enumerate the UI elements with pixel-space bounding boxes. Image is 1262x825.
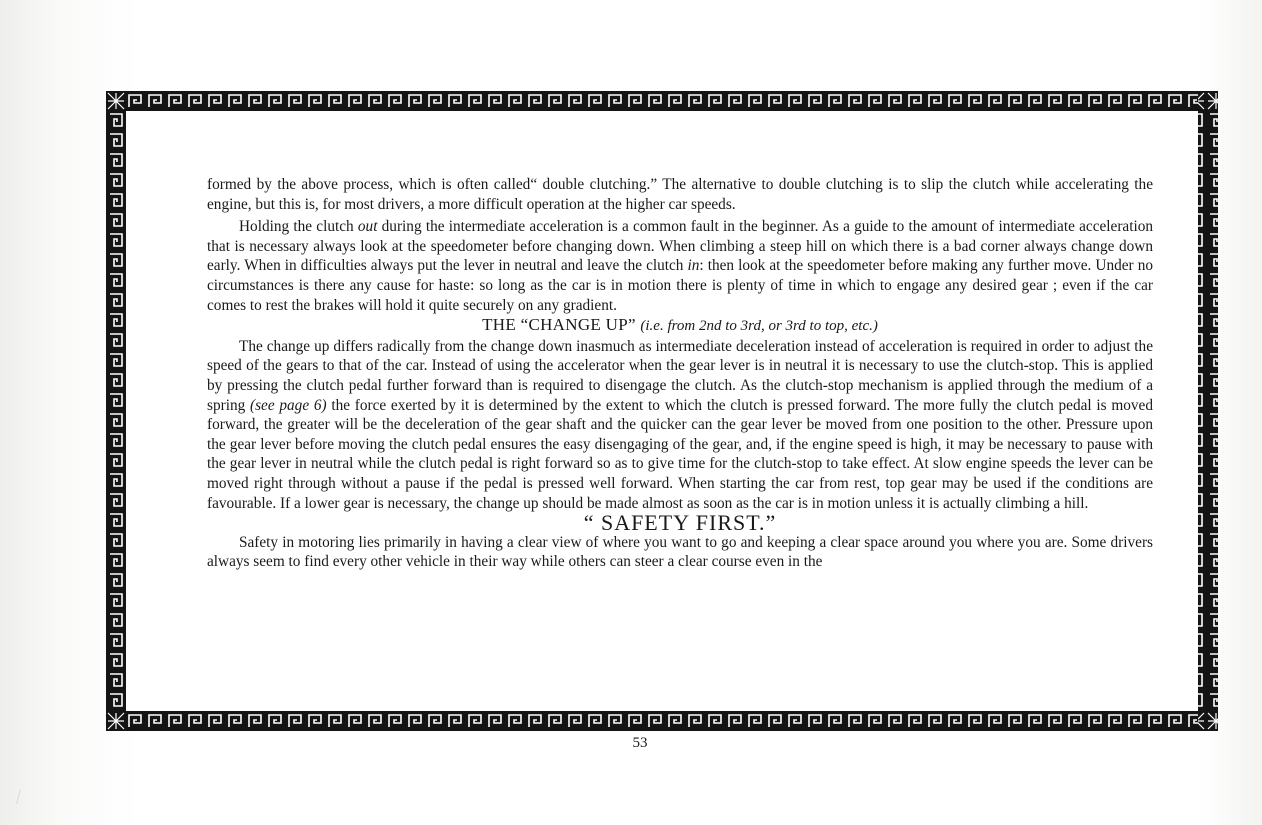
paragraph-text: : then look at the speedometer before making any further move. Under no circumstances is there any cause for haste: so long as the car is in motion there is plenty of time in which to engage any desired gear ; even if the car comes to rest the brakes will hold it quite securely on any gradient. [207, 257, 1153, 314]
paragraph-safety: Safety in motoring lies primarily in having a clear view of where you want to go and keeping a clear space around you where you are. Some drivers always seem to find every other vehicle in their way while others can steer a clear course even in the [207, 533, 1153, 571]
paragraph-text: The change up differs radically from the change down inasmuch as intermediate deceleration instead of acceleration is required in order to adjust the speed of the gears to that of the car. Instead of using the accelerator when the gear lever is in neutral it is necessary to use the clutch-stop. This is applied by pressing the clutch pedal further forward than is required to disengage the clutch. As the clutch-stop mechanism is applied through the medium of a spring [207, 337, 1153, 414]
paragraph-change-up [207, 337, 1153, 513]
paragraph-text: during the intermediate acceleration is a common fault in the beginner. As a guide to the amount of intermediate acceleration that is necessary always look at the speedometer before changing down. When climbing a steep hill on which there is a bad corner always change down early. When in difficulties always put the lever in neutral and leave the clutch [207, 218, 1153, 275]
corner-bottom-left [106, 711, 126, 731]
emphasis-in: in [687, 257, 700, 275]
paragraph-holding-clutch [207, 217, 1153, 315]
corner-top-left [106, 91, 126, 111]
page-content-area [126, 111, 1198, 711]
change-up-subtitle: (i.e. from 2nd to 3rd, or 3rd to top, etc.) [640, 318, 878, 335]
border-bottom [126, 711, 1198, 731]
page-reference: (see page 6) [250, 396, 327, 414]
corner-top-right [1198, 91, 1218, 111]
change-up-heading [207, 315, 1153, 337]
paragraph-text: the force exerted by it is determined by the extent to which the clutch is pressed forward. The more fully the clutch pedal is moved forward, the greater will be the deceleration of the gear shaft and the quicker can the gear lever be moved from one position to the other. Pressure upon the gear lever before moving the clutch pedal ensures the easy disengaging of the gear, and, if the engine speed is high, it may be necessary to pause with the gear lever in neutral while the clutch pedal is right forward so as to give time for the clutch-stop to take effect. At slow engine speeds the lever can be moved right through without a pause if the pedal is pressed well forward. When starting the car from rest, top gear may be used if the conditions are favourable. If a lower gear is necessary, the change up should be made almost as soon as the car is in motion unless it is actually climbing a hill. [207, 396, 1153, 512]
change-up-title: THE “CHANGE UP” [482, 315, 636, 335]
paragraph-double-clutching: formed by the above process, which is often called“ double clutching.” The alternative to double clutching is to slip the clutch while accelerating the engine, but this is, for most drivers, a more difficult operation at the higher car speeds. [207, 176, 1153, 213]
greek-key-border [106, 91, 1218, 731]
corner-bottom-right [1198, 711, 1218, 731]
emphasis-out: out [357, 218, 378, 236]
page-number: 53 [632, 735, 648, 751]
safety-first-heading: “ SAFETY FIRST.” [583, 510, 777, 536]
border-right [1198, 111, 1218, 711]
border-top [126, 91, 1198, 111]
border-left [106, 111, 126, 711]
paragraph-text: Holding the clutch [239, 218, 358, 236]
body-text [207, 175, 1153, 572]
